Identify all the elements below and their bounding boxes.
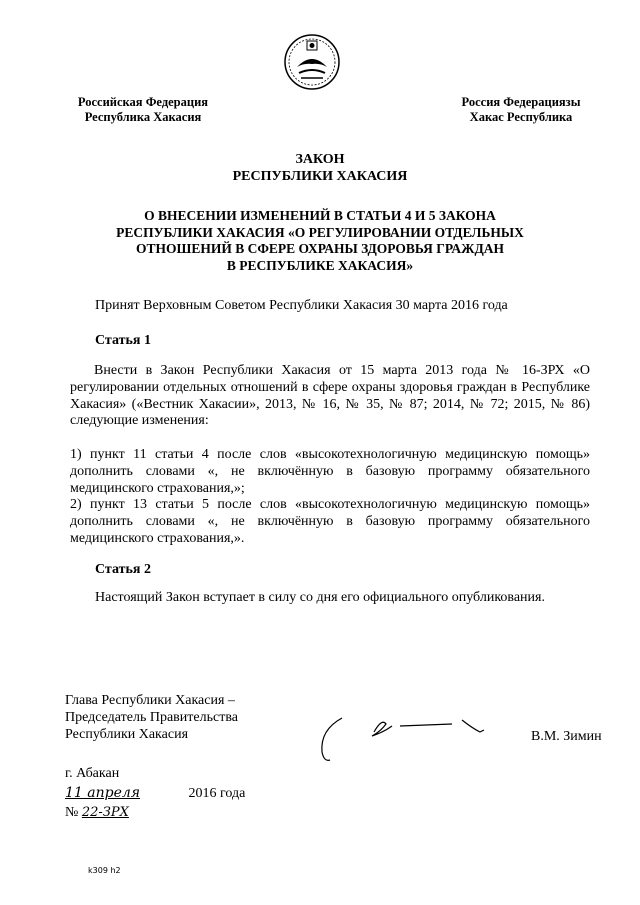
article-2-heading: Статья 2 bbox=[95, 562, 151, 577]
article-1-item-1 bbox=[70, 447, 590, 497]
number-prefix: № bbox=[65, 805, 79, 820]
number-line bbox=[65, 805, 129, 821]
header-right-line1: Россия Федерациязы bbox=[461, 95, 581, 109]
law-title-line: ОТНОШЕНИЙ В СФЕРЕ ОХРАНЫ ЗДОРОВЬЯ ГРАЖДАН bbox=[135, 241, 504, 256]
signatory-line2: Председатель Правительства bbox=[65, 709, 238, 725]
article-1-intro bbox=[70, 363, 590, 430]
header-right bbox=[446, 95, 596, 125]
law-title-line: В РЕСПУБЛИКЕ ХАКАСИЯ» bbox=[226, 257, 414, 273]
law-heading bbox=[70, 151, 570, 185]
article-2-text: Настоящий Закон вступает в силу со дня его официального опубликования. bbox=[95, 590, 545, 605]
law-title bbox=[95, 208, 545, 274]
article-1-item-2 bbox=[70, 497, 590, 547]
law-heading-line1: ЗАКОН bbox=[295, 152, 345, 167]
date-handwritten: 11 апреля bbox=[65, 785, 141, 801]
signatory-line3: Республики Хакасия bbox=[65, 726, 189, 742]
date-line bbox=[65, 785, 245, 802]
article-1-item-1-text: 1) пункт 11 статьи 4 после слов «высокотехнологичную медицинскую помощь» дополнить словами «, не включённую в базовую программу обязательного медицинского страхования,»; bbox=[70, 447, 590, 496]
date-year: 2016 года bbox=[188, 786, 246, 801]
signatory-line1: Глава Республики Хакасия – bbox=[65, 693, 235, 708]
number-handwritten: 22-ЗРХ bbox=[81, 805, 129, 820]
article-1-heading: Статья 1 bbox=[95, 333, 151, 348]
article-1-intro-text: Внести в Закон Республики Хакасия от 15 марта 2013 года № 16-ЗРХ «О регулировании отдельных отношений в сфере охраны здоровья граждан в Республике Хакасия» («Вестник Хакасии», 2013, № 16, № 35, № 87; 2014, № 72; 2015, № 86) следующие изменения: bbox=[70, 363, 590, 429]
signatory-title bbox=[65, 693, 238, 743]
law-title-line: О ВНЕСЕНИИ ИЗМЕНЕНИЙ В СТАТЬИ 4 И 5 ЗАКОНА bbox=[144, 208, 496, 223]
law-title-line: РЕСПУБЛИКИ ХАКАСИЯ «О РЕГУЛИРОВАНИИ ОТДЕЛЬНЫХ bbox=[116, 224, 524, 240]
place: г. Абакан bbox=[65, 766, 120, 781]
adoption-statement: Принят Верховным Советом Республики Хакасия 30 марта 2016 года bbox=[95, 298, 508, 313]
coat-of-arms-emblem bbox=[283, 33, 341, 91]
article-1-item-2-text: 2) пункт 13 статьи 5 после слов «высокотехнологичную медицинскую помощь» дополнить словами «, не включённую в базовую программу обязательного медицинского страхования,». bbox=[70, 497, 590, 546]
footer-code: k309 h2 bbox=[88, 866, 121, 875]
handwritten-signature bbox=[312, 710, 502, 770]
law-heading-line2: РЕСПУБЛИКИ ХАКАСИЯ bbox=[232, 169, 408, 184]
header-left bbox=[58, 95, 228, 125]
header-left-line1: Российская Федерация bbox=[77, 95, 209, 109]
header-right-line2: Хакас Республика bbox=[469, 110, 573, 124]
header-left-line2: Республика Хакасия bbox=[84, 110, 202, 124]
signatory-name: В.М. Зимин bbox=[531, 729, 602, 744]
